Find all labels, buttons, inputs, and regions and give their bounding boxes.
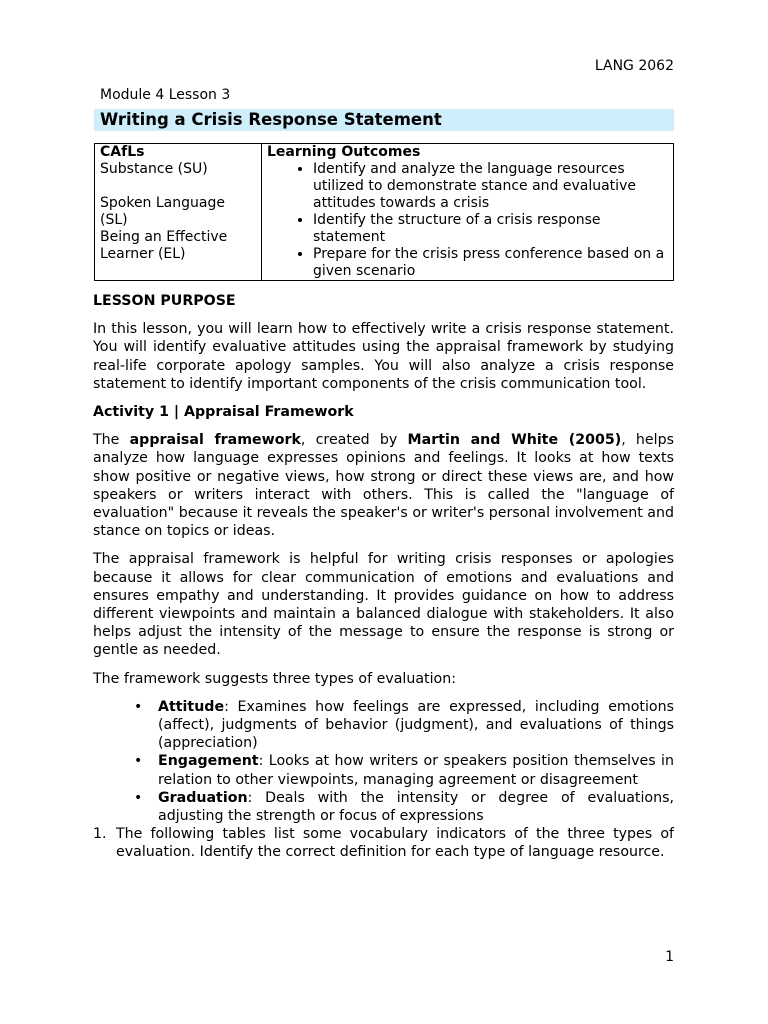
cafl-item: Substance (SU) bbox=[100, 161, 208, 177]
text-run: The bbox=[93, 432, 130, 449]
module-label: Module 4 Lesson 3 bbox=[100, 87, 231, 103]
outcome-item: • Prepare for the crisis press conference based on a given scenario bbox=[313, 246, 668, 280]
evaluation-type-desc: : Examines how feelings are expressed, including emotions (affect), judgments of behavior (judgment), and evaluations of things (appreciation) bbox=[158, 698, 674, 752]
outcomes-column bbox=[262, 144, 674, 281]
evaluation-type-item bbox=[158, 698, 674, 753]
cafl-header: CAfLs bbox=[100, 144, 145, 160]
activity-paragraph-1 bbox=[93, 431, 674, 540]
activity-heading: Activity 1 | Appraisal Framework bbox=[93, 404, 354, 421]
page-number: 1 bbox=[665, 949, 674, 965]
outcome-item: • Identify and analyze the language resources utilized to demonstrate stance and evaluative attitudes towards a crisis bbox=[313, 161, 668, 212]
text-run: , helps analyze how language expresses opinions and feelings. It looks at how texts show positive or negative views, how strong or direct these views are, and how speakers or writers interact with others. This is called the "language of evaluation" because it reveals the speaker's or writer's personal involvement and stance on topics or ideas. bbox=[93, 432, 674, 540]
document-body bbox=[93, 292, 674, 862]
cafl-item: Spoken Language (SL) bbox=[100, 195, 225, 228]
activity-paragraph-3: The framework suggests three types of evaluation: bbox=[93, 670, 457, 687]
task-item bbox=[93, 825, 674, 861]
lesson-purpose-heading: LESSON PURPOSE bbox=[93, 293, 236, 309]
term-appraisal-framework: appraisal framework bbox=[129, 432, 301, 449]
cafl-item: Being an Effective Learner (EL) bbox=[100, 229, 228, 262]
evaluation-type-term: Engagement bbox=[158, 753, 259, 770]
evaluation-type-item bbox=[158, 789, 674, 825]
outcomes-list bbox=[267, 161, 668, 280]
evaluation-type-desc: : Looks at how writers or speakers position themselves in relation to other viewpoints, managing agreement or disagreement bbox=[158, 753, 674, 788]
cafl-column bbox=[95, 144, 262, 281]
title-bar bbox=[94, 109, 674, 131]
activity-paragraph-2: The appraisal framework is helpful for writing crisis responses or apologies because it allows for clear communication of emotions and evaluations and ensures empathy and understanding. It provides guidance on how to address different viewpoints and maintain a balanced dialogue with stakeholders. It also helps adjust the intensity of the message to ensure the response is strong or gentle as needed. bbox=[93, 551, 674, 659]
lesson-purpose-text: In this lesson, you will learn how to effectively write a crisis response statement. You will identify evaluative attitudes using the appraisal framework by studying real-life corporate apology samples. You will also analyze a crisis response statement to identify important components of the crisis communication tool. bbox=[93, 321, 674, 392]
evaluation-type-term: Attitude bbox=[158, 698, 225, 715]
task-text: The following tables list some vocabulary indicators of the three types of evaluation. Identify the correct definition for each type of language resource. bbox=[116, 826, 674, 861]
course-code: LANG 2062 bbox=[594, 58, 674, 74]
cafl-spacer bbox=[100, 178, 256, 195]
evaluation-type-term: Graduation bbox=[158, 789, 248, 806]
page-title: Writing a Crisis Response Statement bbox=[100, 110, 442, 129]
text-run: , created by bbox=[300, 432, 408, 449]
evaluation-type-item bbox=[158, 752, 674, 788]
cafl-table bbox=[94, 143, 674, 281]
outcomes-header: Learning Outcomes bbox=[267, 144, 421, 160]
evaluation-types-list bbox=[93, 698, 674, 825]
evaluation-type-desc: : Deals with the intensity or degree of evaluations, adjusting the strength or focus of expressions bbox=[158, 789, 674, 825]
citation-martin-white: Martin and White (2005) bbox=[407, 432, 622, 449]
outcome-item: • Identify the structure of a crisis response statement bbox=[313, 212, 668, 246]
task-number: 1. bbox=[93, 826, 107, 843]
